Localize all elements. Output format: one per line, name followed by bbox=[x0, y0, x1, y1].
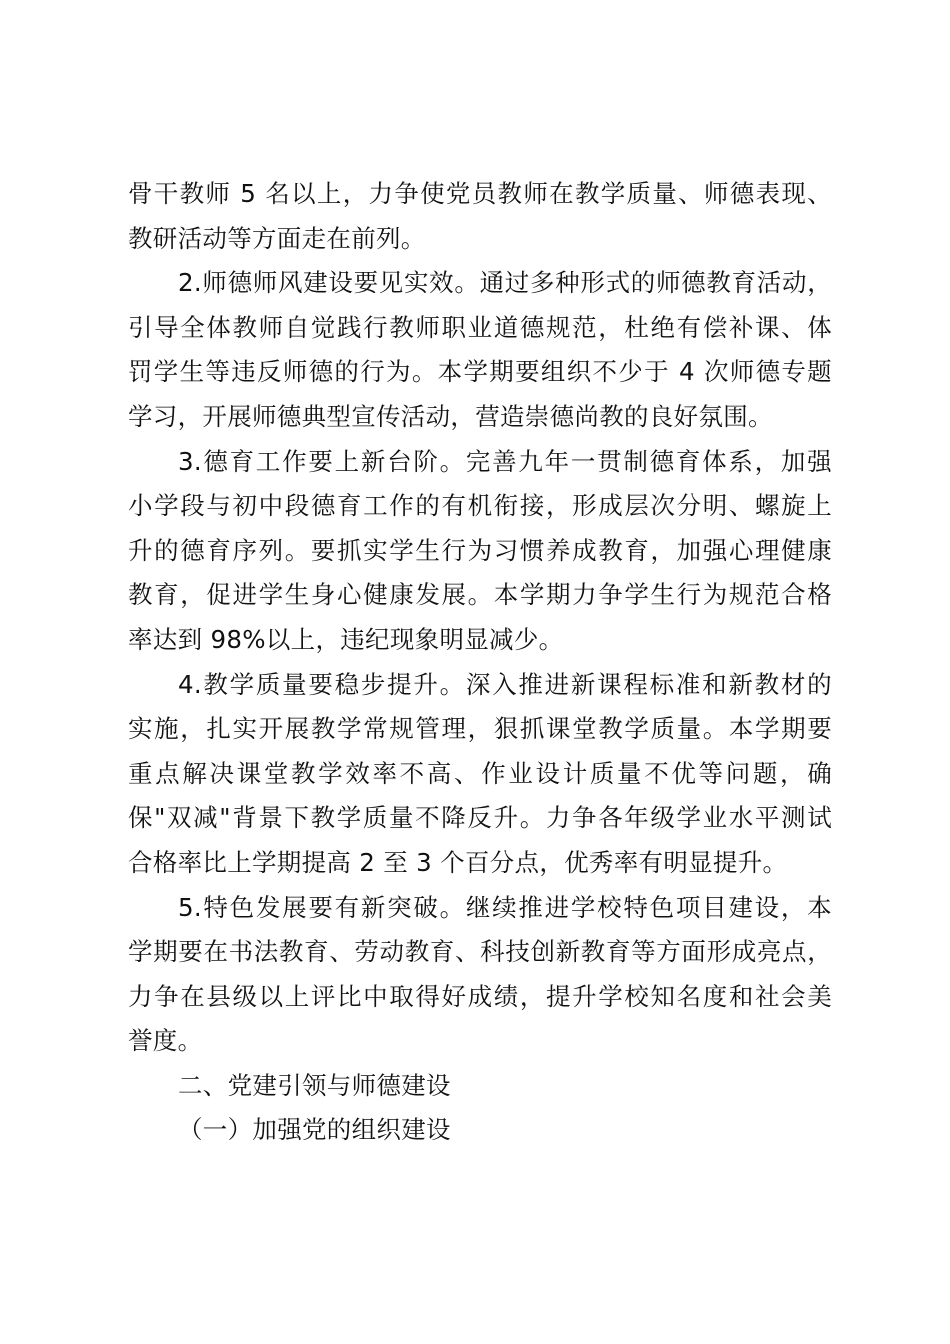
paragraph-line: 重点解决课堂教学效率不高、作业设计质量不优等问题，确 bbox=[128, 758, 832, 788]
paragraph-line: 力争在县级以上评比中取得好成绩，提升学校知名度和社会美 bbox=[128, 981, 832, 1011]
paragraph-line: 骨干教师 5 名以上，力争使党员教师在教学质量、师德表现、 bbox=[128, 179, 832, 208]
paragraph-line: 学期要在书法教育、劳动教育、科技创新教育等方面形成亮点， bbox=[128, 937, 832, 967]
paragraph-line: 罚学生等违反师德的行为。本学期要组织不少于 4 次师德专题 bbox=[128, 357, 832, 387]
paragraph-line: 学习，开展师德典型宣传活动，营造崇德尚教的良好氛围。 bbox=[128, 401, 773, 431]
paragraph-line: 3.德育工作要上新台阶。完善九年一贯制德育体系，加强 bbox=[178, 446, 832, 476]
document-body bbox=[128, 172, 832, 1153]
paragraph-line: 小学段与初中段德育工作的有机衔接，形成层次分明、螺旋上 bbox=[128, 491, 832, 521]
paragraph-line: 保"双减"背景下教学质量不降反升。力争各年级学业水平测试 bbox=[128, 803, 832, 833]
paragraph-line: 教研活动等方面走在前列。 bbox=[128, 223, 426, 253]
paragraph-line: 引导全体教师自觉践行教师职业道德规范，杜绝有偿补课、体 bbox=[128, 312, 832, 342]
paragraph-line: 升的德育序列。要抓实学生行为习惯养成教育，加强心理健康 bbox=[128, 535, 832, 565]
paragraph-line: 教育，促进学生身心健康发展。本学期力争学生行为规范合格 bbox=[128, 580, 832, 610]
paragraph-line: 2.师德师风建设要见实效。通过多种形式的师德教育活动， bbox=[178, 268, 832, 298]
paragraph-line: 5.特色发展要有新突破。继续推进学校特色项目建设，本 bbox=[178, 892, 832, 922]
section-heading: 二、党建引领与师德建设 bbox=[178, 1070, 451, 1100]
paragraph-line: 合格率比上学期提高 2 至 3 个百分点，优秀率有明显提升。 bbox=[128, 847, 788, 877]
paragraph-line: 率达到 98%以上，违纪现象明显减少。 bbox=[128, 624, 564, 654]
paragraph-line: 实施，扎实开展教学常规管理，狠抓课堂教学质量。本学期要 bbox=[128, 714, 832, 744]
subsection-heading: （一）加强党的组织建设 bbox=[178, 1115, 451, 1145]
paragraph-line: 4.教学质量要稳步提升。深入推进新课程标准和新教材的 bbox=[178, 669, 832, 699]
paragraph-line: 誉度。 bbox=[128, 1026, 203, 1056]
